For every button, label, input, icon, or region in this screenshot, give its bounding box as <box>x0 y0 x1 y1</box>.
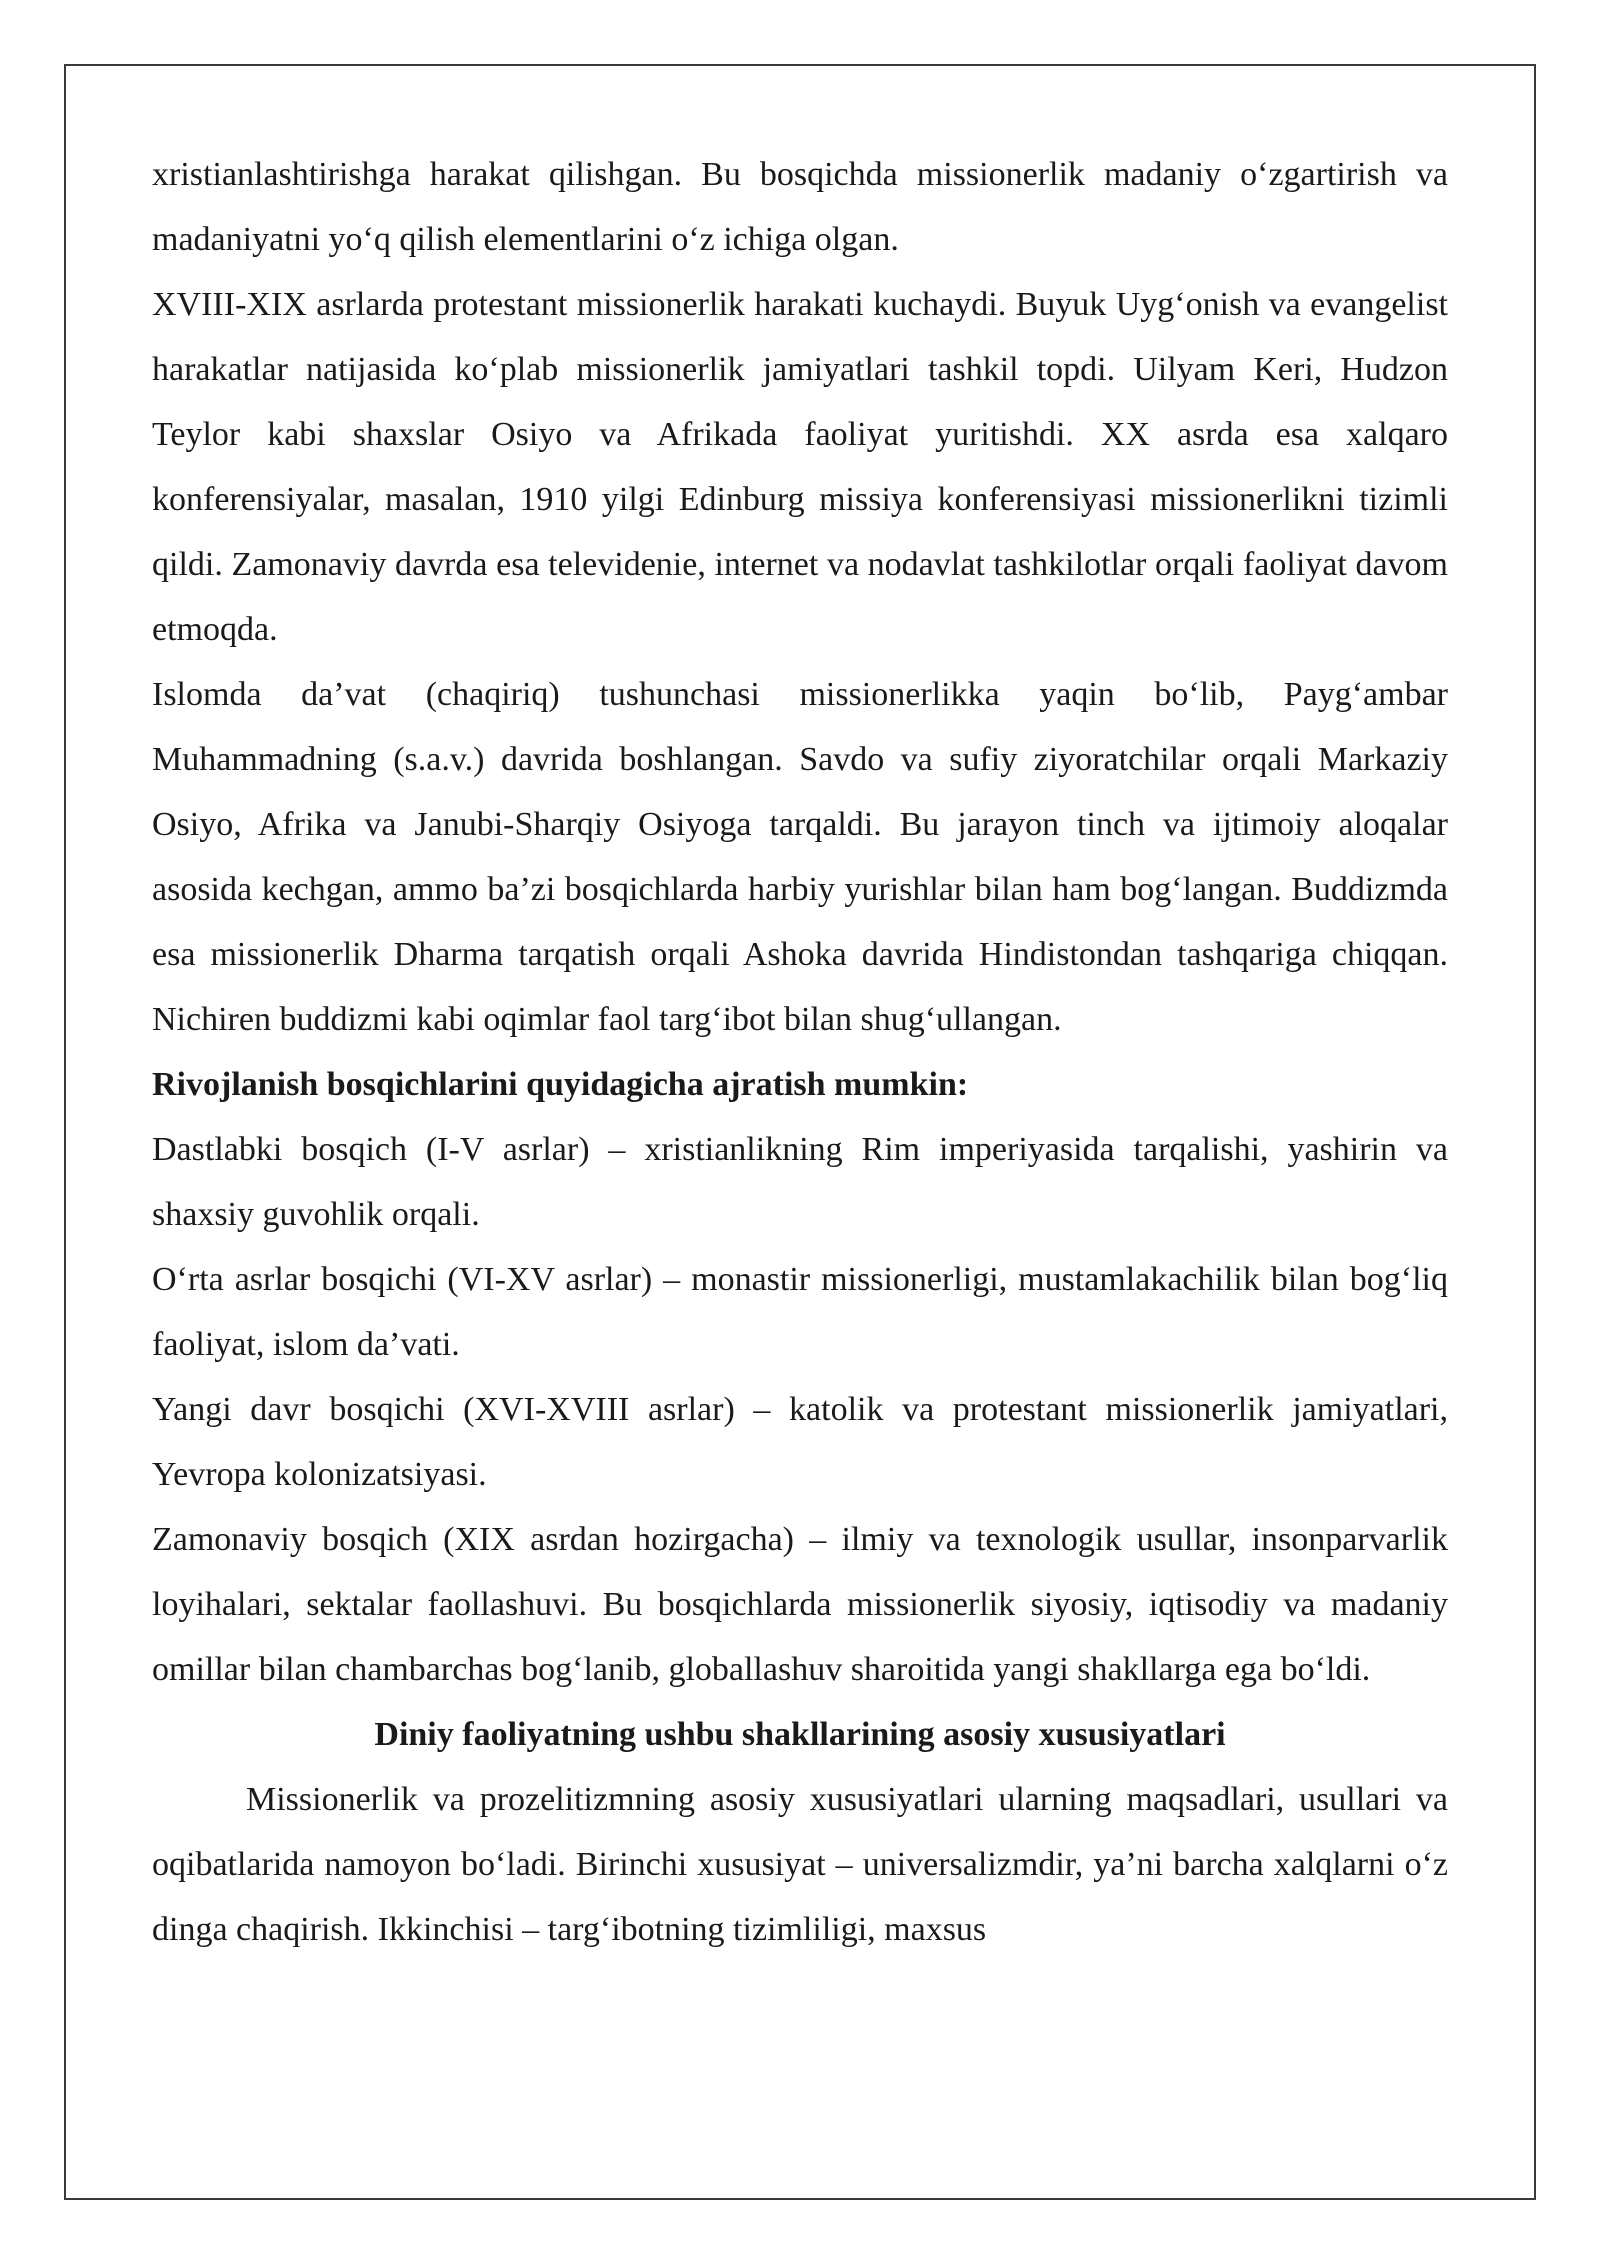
section-heading-features: Diniy faoliyatning ushbu shakllarining asosiy xususiyatlari <box>374 1716 1226 1753</box>
paragraph-protestant-missions: XVIII-XIX asrlarda protestant missionerlik harakati kuchaydi. Buyuk Uyg‘onish va evangelist harakatlar natijasida ko‘plab missionerlik jamiyatlari tashkil topdi. Uilyam Keri, Hudzon Teylor kabi shaxslar Osiyo va Afrikada faoliyat yuritishdi. XX asrda esa xalqaro konferensiyalar, masalan, 1910 yilgi Edinburg missiya konferensiyasi missionerlikni tizimli qildi. Zamonaviy davrda esa televidenie, internet va nodavlat tashkilotlar orqali faoliyat davom etmoqda. <box>152 286 1448 648</box>
paragraph-christianization-continuation: xristianlashtirishga harakat qilishgan. Bu bosqichda missionerlik madaniy o‘zgartirish va madaniyatni yo‘q qilish elementlarini o‘z ichiga olgan. <box>152 156 1448 258</box>
document-body <box>152 142 1448 1962</box>
stage-new-era: Yangi davr bosqichi (XVI-XVIII asrlar) – katolik va protestant missionerlik jamiyatlari, Yevropa kolonizatsiyasi. <box>152 1391 1448 1493</box>
paragraph-islam-buddhism: Islomda da’vat (chaqiriq) tushunchasi missionerlikka yaqin bo‘lib, Payg‘ambar Muhammadning (s.a.v.) davrida boshlangan. Savdo va sufiy ziyoratchilar orqali Markaziy Osiyo, Afrika va Janubi-Sharqiy Osiyoga tarqaldi. Bu jarayon tinch va ijtimoiy aloqalar asosida kechgan, ammo ba’zi bosqichlarda harbiy yurishlar bilan ham bog‘langan. Buddizmda esa missionerlik Dharma tarqatish orqali Ashoka davrida Hindistondan tashqariga chiqqan. Nichiren buddizmi kabi oqimlar faol targ‘ibot bilan shug‘ullangan. <box>152 676 1448 1038</box>
section-heading-stages: Rivojlanish bosqichlarini quyidagicha ajratish mumkin: <box>152 1066 969 1103</box>
paragraph-features: Missionerlik va prozelitizmning asosiy xususiyatlari ularning maqsadlari, usullari va oqibatlarida namoyon bo‘ladi. Birinchi xususiyat – universalizmdir, ya’ni barcha xalqlarni o‘z dinga chaqirish. Ikkinchisi – targ‘ibotning tizimliligi, maxsus <box>152 1781 1448 1948</box>
stage-medieval: O‘rta asrlar bosqichi (VI-XV asrlar) – monastir missionerligi, mustamlakachilik bilan bog‘liq faoliyat, islom da’vati. <box>152 1261 1448 1363</box>
stage-modern: Zamonaviy bosqich (XIX asrdan hozirgacha) – ilmiy va texnologik usullar, insonparvarlik loyihalari, sektalar faollashuvi. Bu bosqichlarda missionerlik siyosiy, iqtisodiy va madaniy omillar bilan chambarchas bog‘lanib, globallashuv sharoitida yangi shakllarga ega bo‘ldi. <box>152 1521 1448 1688</box>
stage-early: Dastlabki bosqich (I-V asrlar) – xristianlikning Rim imperiyasida tarqalishi, yashirin va shaxsiy guvohlik orqali. <box>152 1131 1448 1233</box>
